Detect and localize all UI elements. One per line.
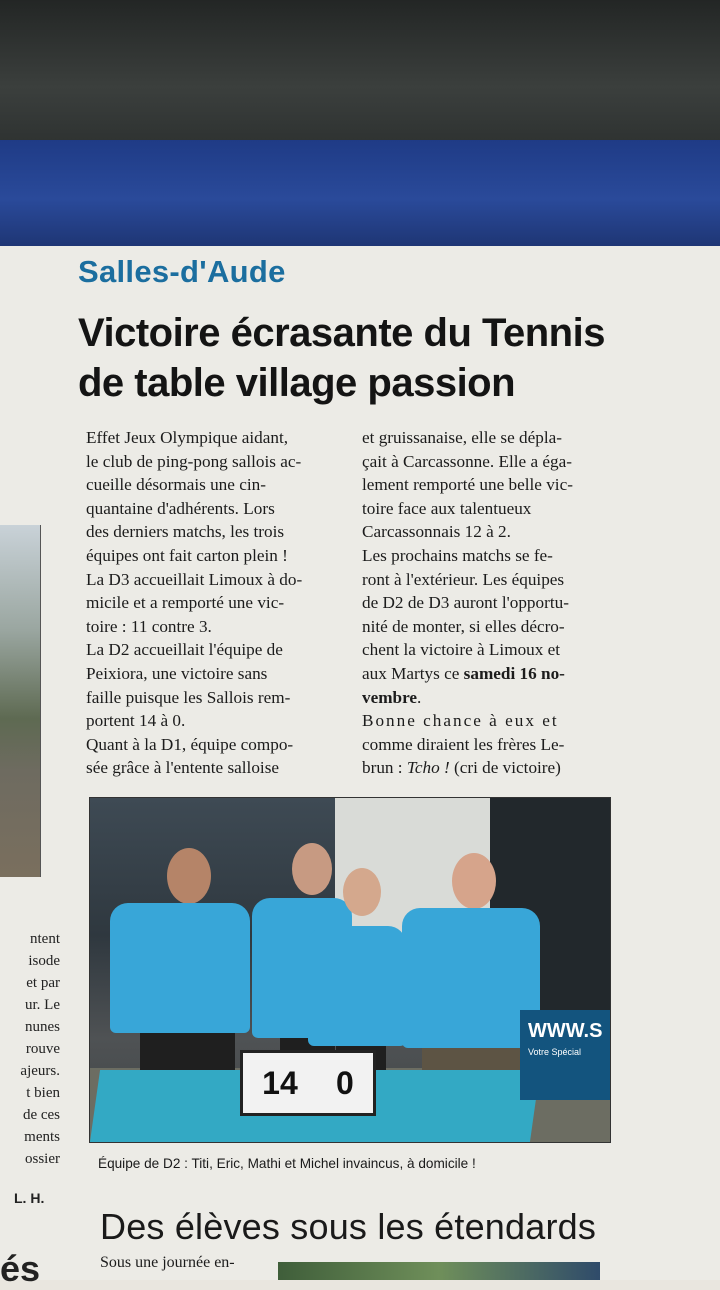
score-left: 14 — [262, 1064, 298, 1101]
text-line: des derniers matchs, les trois — [86, 522, 285, 542]
text-line: équipes ont fait carton plein ! — [86, 545, 288, 565]
photo-caption: Équipe de D2 : Titi, Eric, Mathi et Michel invaincus, à domicile ! — [98, 1156, 476, 1171]
author-signature: L. H. — [14, 1190, 45, 1206]
adjacent-line: ossier — [25, 1151, 60, 1167]
banner-text: WWW.S — [528, 1020, 603, 1042]
text-span: brun : — [362, 758, 407, 778]
text-line: et gruissanaise, elle se dépla- — [362, 428, 562, 447]
score-right: 0 — [336, 1064, 354, 1101]
adjacent-line: de ces — [22, 1107, 60, 1123]
text-line: Carcassonnais 12 à 2. — [362, 522, 511, 542]
text-line: çait à Carcassonne. Elle a éga- — [362, 451, 572, 471]
next-article-text: Sous une journée en- — [100, 1254, 235, 1271]
article-column-2 — [362, 426, 622, 780]
text-line: Peixiora, une victoire sans — [86, 663, 268, 683]
adjacent-line: ur. Le — [25, 997, 60, 1013]
text-line: faille puisque les Sallois rem- — [86, 687, 291, 707]
text-line: Les prochains matchs se fe- — [362, 545, 553, 565]
text-line — [362, 756, 622, 780]
text-line: le club de ping-pong sallois ac- — [86, 451, 302, 471]
adjacent-line: rouve — [25, 1041, 60, 1057]
date-bold: samedi 16 no- — [463, 663, 565, 683]
text-line: quantaine d'adhérents. Lors — [86, 498, 275, 518]
adjacent-line: ajeurs. — [20, 1063, 60, 1079]
next-article-photo — [278, 1262, 600, 1280]
text-line: cueille désormais une cin- — [86, 475, 266, 495]
text-line: comme diraient les frères Le- — [362, 734, 565, 754]
banner-subtext: Votre Spécial — [528, 1047, 582, 1057]
adjacent-article-text — [0, 928, 60, 1170]
text-line — [362, 662, 622, 686]
article-headline — [78, 308, 638, 408]
section-label: Salles-d'Aude — [78, 254, 286, 289]
text-span: . — [417, 687, 422, 707]
scoreboard — [240, 1050, 376, 1116]
text-line: nité de monter, si elles décro- — [362, 616, 565, 636]
player-figure — [105, 848, 255, 1088]
text-line: toire face aux talentueux — [362, 498, 532, 518]
adjacent-line: t bien — [26, 1085, 60, 1101]
headline-line: Victoire écrasante du Tennis — [78, 311, 605, 355]
adjacent-line: ments — [24, 1129, 60, 1145]
adjacent-line: et par — [26, 975, 60, 991]
text-line: Bonne chance à eux et — [362, 711, 559, 731]
text-line: La D3 accueillait Limoux à do- — [86, 569, 303, 589]
text-line: sée grâce à l'entente salloise — [86, 758, 280, 778]
text-line: toire : 11 contre 3. — [86, 616, 212, 636]
adjacent-line: nunes — [25, 1019, 60, 1035]
text-span: aux Martys ce — [362, 663, 464, 683]
adjacent-line: isode — [28, 953, 60, 969]
text-line: portent 14 à 0. — [86, 711, 186, 731]
newspaper-header-band — [0, 140, 720, 248]
article-column-1 — [86, 426, 346, 780]
date-bold: vembre — [362, 687, 418, 707]
screen-bezel — [0, 0, 720, 145]
text-line: La D2 accueillait l'équipe de — [86, 640, 283, 660]
italic-quote: Tcho ! — [406, 758, 450, 778]
text-line: ront à l'extérieur. Les équipes — [362, 569, 565, 589]
sponsor-banner — [520, 1010, 610, 1100]
adjacent-headline-fragment: és — [0, 1248, 41, 1289]
next-article-headline: Des élèves sous les étendards — [100, 1206, 597, 1247]
text-line: Effet Jeux Olympique aidant, — [86, 428, 289, 447]
text-line: Quant à la D1, équipe compo- — [86, 734, 294, 754]
text-line: de D2 de D3 auront l'opportu- — [362, 593, 569, 613]
team-photo — [89, 797, 611, 1143]
text-line: lement remporté une belle vic- — [362, 475, 573, 495]
adjacent-article-photo — [0, 525, 41, 877]
text-span: (cri de victoire) — [449, 758, 561, 778]
text-line: micile et a remporté une vic- — [86, 593, 285, 613]
adjacent-line: ntent — [30, 931, 60, 947]
text-line — [362, 686, 622, 710]
text-line: chent la victoire à Limoux et — [362, 640, 561, 660]
headline-line: de table village passion — [78, 361, 516, 405]
